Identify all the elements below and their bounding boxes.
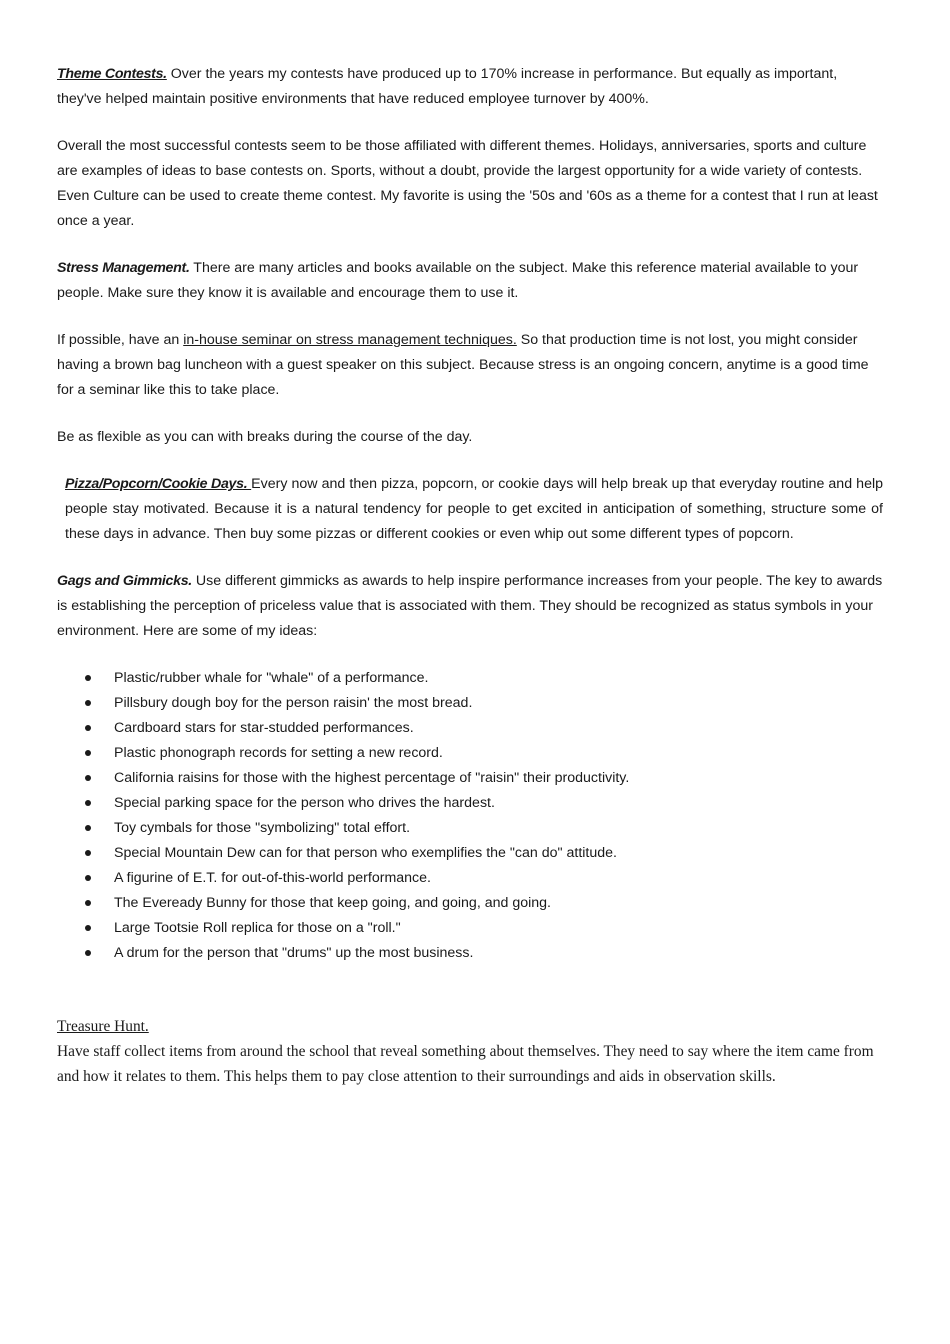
breaks-paragraph: Be as flexible as you can with breaks during the course of the day. xyxy=(57,429,473,445)
bullet-icon xyxy=(85,725,91,731)
theme-contests-paragraph xyxy=(57,62,883,112)
list-item xyxy=(57,716,883,741)
stress-management-heading: Stress Management. xyxy=(57,260,190,276)
gags-gimmicks-heading: Gags and Gimmicks. xyxy=(57,573,192,589)
stress-management-text: There are many articles and books available on the subject. Make this reference material available to your people. Make sure they know it is available and encourage them to use it. xyxy=(57,260,859,301)
list-item-text: Plastic/rubber whale for "whale" of a performance. xyxy=(114,670,429,686)
list-item xyxy=(57,816,883,841)
list-item-text: California raisins for those with the highest percentage of "raisin" their productivity. xyxy=(114,770,630,786)
pizza-days-text: Every now and then pizza, popcorn, or cookie days will help break up that everyday routine and help people stay motivated. Because it is a natural tendency for people to get excited in anticipation of something, structure some of these days in advance. Then buy some pizzas or different cookies or even whip out some different types of popcorn. xyxy=(65,476,884,542)
bullet-icon xyxy=(85,850,91,856)
gags-gimmicks-paragraph xyxy=(57,569,883,644)
treasure-hunt-text: Have staff collect items from around the school that reveal something about themselves. They need to say where the item came from and how it relates to them. This helps them to pay close attention to their surroundings and aids in observation skills. xyxy=(57,1043,874,1085)
list-item-text: Large Tootsie Roll replica for those on a "roll." xyxy=(114,920,401,936)
bullet-icon xyxy=(85,950,91,956)
treasure-hunt-section xyxy=(57,1014,883,1089)
list-item-text: Special Mountain Dew can for that person who exemplifies the "can do" attitude. xyxy=(114,845,617,861)
gags-gimmicks-text: Use different gimmicks as awards to help inspire performance increases from your people. The key to awards is establishing the perception of priceless value that is associated with them. They should be recognized as status symbols in your environment. Here are some of my ideas: xyxy=(57,573,883,639)
list-item-text: Plastic phonograph records for setting a new record. xyxy=(114,745,443,761)
bullet-icon xyxy=(85,775,91,781)
list-item-text: A figurine of E.T. for out-of-this-world performance. xyxy=(114,870,431,886)
seminar-paragraph xyxy=(57,328,883,403)
list-item xyxy=(57,841,883,866)
list-item xyxy=(57,766,883,791)
theme-contests-text: Over the years my contests have produced up to 170% increase in performance. But equally as important, they've helped maintain positive environments that have reduced employee turnover by 400%. xyxy=(57,66,838,107)
stress-management-paragraph xyxy=(57,256,883,306)
list-item-text: A drum for the person that "drums" up the most business. xyxy=(114,945,474,961)
list-item xyxy=(57,916,883,941)
list-item-text: The Eveready Bunny for those that keep going, and going, and going. xyxy=(114,895,551,911)
list-item xyxy=(57,791,883,816)
themes-paragraph: Overall the most successful contests seem to be those affiliated with different themes. Holidays, anniversaries, sports and culture are examples of ideas to base contests on. Sports, without a doubt, provide the largest opportunity for a wide variety of contests. Even Culture can be used to create theme contest. My favorite is using the '50s and '60s as a theme for a contest that I run at least once a year. xyxy=(57,138,878,229)
list-item xyxy=(57,691,883,716)
document-page xyxy=(57,62,883,1089)
pizza-days-heading: Pizza/Popcorn/Cookie Days. xyxy=(65,476,252,492)
bullet-icon xyxy=(85,800,91,806)
list-item xyxy=(57,941,883,966)
bullet-icon xyxy=(85,900,91,906)
bullet-icon xyxy=(85,700,91,706)
list-item xyxy=(57,891,883,916)
bullet-icon xyxy=(85,750,91,756)
theme-contests-heading: Theme Contests. xyxy=(57,66,167,82)
bullet-icon xyxy=(85,875,91,881)
list-item xyxy=(57,741,883,766)
bullet-icon xyxy=(85,825,91,831)
list-item xyxy=(57,666,883,691)
ideas-list xyxy=(57,666,883,966)
seminar-link[interactable]: in-house seminar on stress management techniques. xyxy=(183,332,517,348)
list-item-text: Cardboard stars for star-studded performances. xyxy=(114,720,414,736)
seminar-text-pre: If possible, have an xyxy=(57,332,184,348)
list-item-text: Toy cymbals for those "symbolizing" total effort. xyxy=(114,820,411,836)
list-item-text: Special parking space for the person who drives the hardest. xyxy=(114,795,495,811)
pizza-days-paragraph xyxy=(57,472,883,547)
list-item-text: Pillsbury dough boy for the person raisin' the most bread. xyxy=(114,695,473,711)
treasure-hunt-heading: Treasure Hunt. xyxy=(57,1018,149,1035)
bullet-icon xyxy=(85,675,91,681)
list-item xyxy=(57,866,883,891)
seminar-text-post: So that production time is not lost, you might consider having a brown bag luncheon with a guest speaker on this subject. Because stress is an ongoing concern, anytime is a good time for a seminar like this to take place. xyxy=(57,332,869,398)
bullet-icon xyxy=(85,925,91,931)
